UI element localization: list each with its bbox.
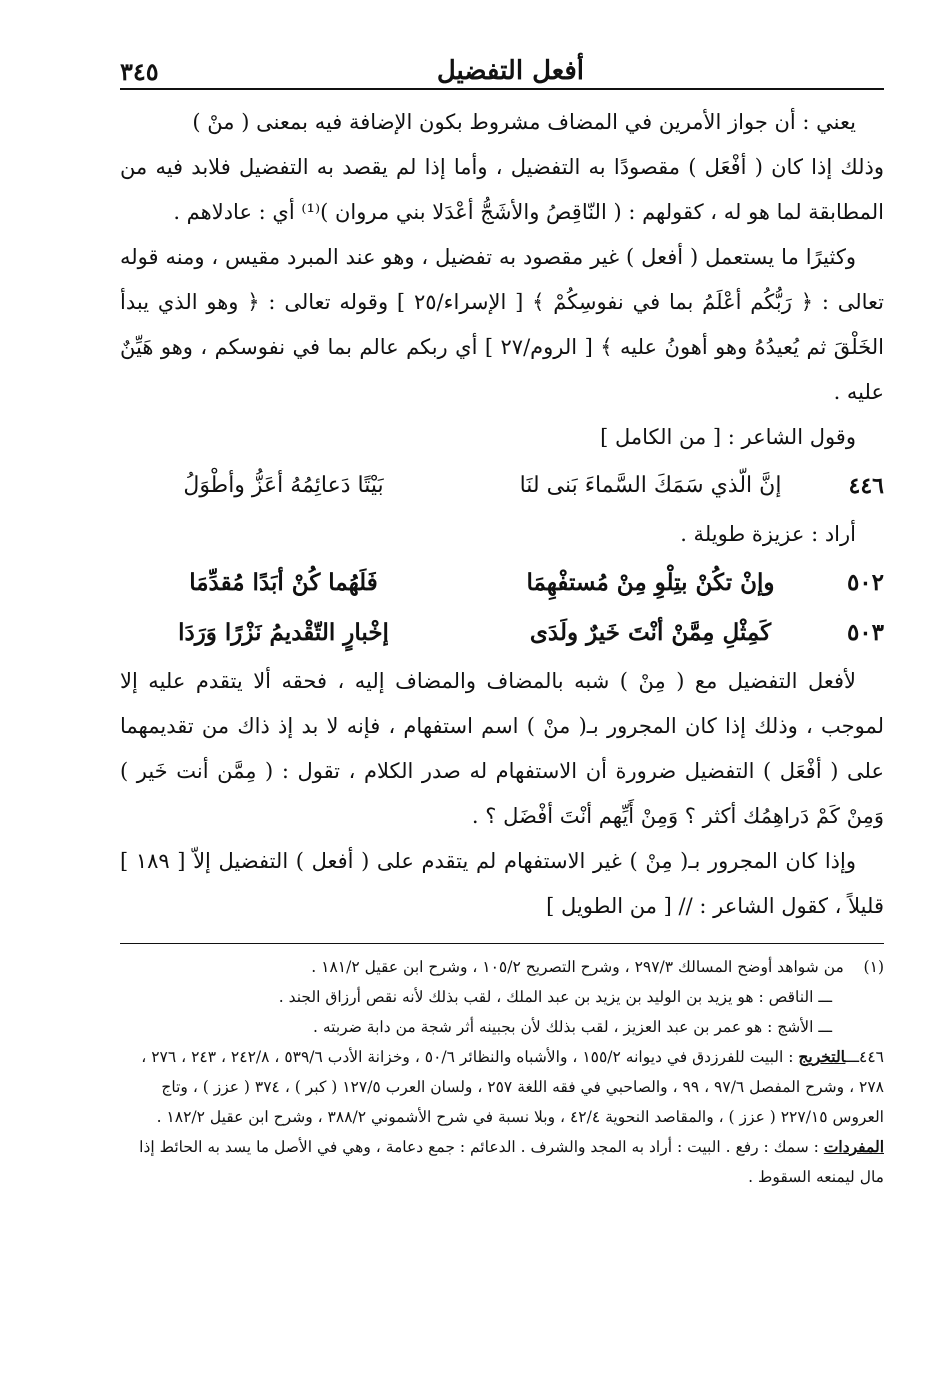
takhrij-text: : البيت للفرزدق في ديوانه ١٥٥/٢ ، والأشباه والنظائر ٥٠/٦ ، وخزانة الأدب ٥٣٩/٦ ، ٢٤٢/٨ ، ٢٤٣ ، ٢٧٦ ، ٢٧٨ ، وشرح المفصل ٩٧/٦ ، ٩٩ ، والصاحبي في فقه اللغة ٢٥٧ ، ولسان العرب ١٢٧/٥ ( كبر ) ، ٣٧٤ ( عزز ) ، وتاج العروس ٢٢٧/١٥ ( عزز ) ، والمقاصد النحوية ٤٢/٤ ، وبلا نسبة في شرح الأشموني ٣٨٨/٢ ، وشرح ابن عقيل ١٨٢/٢ . bbox=[141, 1048, 884, 1126]
mufradat-label: المفردات bbox=[823, 1137, 884, 1156]
verse-intro: وقول الشاعر : [ من الكامل ] bbox=[600, 425, 856, 449]
verse-first-hemistich: إنَّ الّذي سَمَكَ السَّماءَ بَنى لنَا bbox=[519, 473, 782, 498]
paragraph: وذلك إذا كان ( أفْعَل ) مقصودًا به التفضيل ، وأما إذا لم يقصد به التفضيل فلابد فيه من المطابقة لما هو له ، كقولهم : ( النّاقِصُ والأشَجُّ أعْدَلا بني مروان )⁽¹⁾ أي : عادلاهم . bbox=[120, 155, 884, 224]
paragraph: لأفعل التفضيل مع ( مِنْ ) شبه بالمضاف والمضاف إليه ، فحقه ألا يتقدم عليه إلا لموجب ، وذلك إذا كان المجرور بـ( منْ ) اسم استفهام ، فإنه لا بد إذ ذاك من تقديمهما على ( أفْعَل ) التفضيل ضرورة أن الاستفهام له صدر الكلام ، تقول : ( مِمَّن أنت خَير ) وَمِنْ كَمْ دَراهِمُك أكثر ؟ وَمِنْ أَيِّهم أنْتَ أفْضَل ؟ . bbox=[120, 669, 884, 828]
paragraph: وإذا كان المجرور بـ( مِنْ ) غير الاستفهام لم يتقدم على ( أفعل ) التفضيل إلاّ [ ١٨٩ ] قليلاً ، كقول الشاعر : // [ من الطويل ] bbox=[120, 849, 884, 918]
paragraph: يعني : أن جواز الأمرين في المضاف مشروط بكون الإضافة فيه بمعنى ( منْ ) bbox=[192, 110, 856, 134]
footnote-number: (١) bbox=[863, 958, 884, 976]
page-number: ٣٤٥ bbox=[120, 57, 159, 86]
running-title: أفعل التفضيل bbox=[436, 56, 584, 86]
verse-number: ٤٤٦ bbox=[848, 473, 884, 499]
verse-446 bbox=[120, 462, 884, 510]
verse-first-hemistich: كَمِثْلِ مِمَّنْ أنْتَ خَيرٌ ولَدَى bbox=[529, 619, 772, 646]
verse-second-hemistich: بَيْتًا دَعائِمُهُ أعَزُّ وأطْوَلُ bbox=[183, 473, 384, 498]
footnote-note: ـــ الناقص : هو يزيد بن الوليد بن يزيد بن عبد الملك ، لقب بذلك لأنه نقص أرزاق الجند . bbox=[278, 988, 832, 1006]
footnote-takhrij bbox=[120, 1042, 884, 1132]
verse-comment: أراد : عزيزة طويلة . bbox=[680, 522, 856, 546]
footnote-1 bbox=[120, 952, 884, 982]
footnote-mufradat bbox=[120, 1132, 884, 1192]
verse-number: ٥٠٣ bbox=[846, 619, 884, 646]
mufradat-text: : سمك : رفع . البيت : أراد به المجد والشرف . الدعائم : جمع دعامة ، وهي في الأصل ما يسد به الحائط إذا مال ليمنعه السقوط . bbox=[139, 1138, 884, 1186]
verse-second-hemistich: فَلَهُما كُنْ أبَدًا مُقدِّمَا bbox=[189, 569, 378, 596]
verse-first-hemistich: وإنْ تكُنْ بتِلْوِ مِنْ مُستفْهِمَا bbox=[526, 569, 775, 596]
verse-second-hemistich: إخْبارٍ التّقْديمُ نَزْرًا وَرَدَا bbox=[178, 619, 389, 646]
footnote-verse-number: ٤٤٦ـــ bbox=[845, 1048, 884, 1066]
verse-502 bbox=[120, 559, 884, 607]
paragraph: وكثيرًا ما يستعمل ( أفعل ) غير مقصود به تفضيل ، وهو عند المبرد مقيس ، ومنه قوله تعالى : ﴿ رَبُّكُم أعْلَمُ بما في نفوسِكُمْ ﴾ [ الإسراء/٢٥ ] وقوله تعالى : ﴿ وهو الذي يبدأ الخَلْقَ ثم يُعيدُهُ وهو أهونُ عليه ﴾ [ الروم/٢٧ ] أي ربكم عالم بما في نفوسكم ، وهو هَيِّنٌ عليه . bbox=[120, 245, 885, 404]
takhrij-label: التخريج bbox=[798, 1047, 846, 1066]
main-text bbox=[120, 100, 884, 929]
footnote-text: من شواهد أوضح المسالك ٢٩٧/٣ ، وشرح التصريح ١٠٥/٢ ، وشرح ابن عقيل ١٨١/٢ . bbox=[311, 958, 844, 976]
page-header bbox=[120, 50, 884, 90]
verse-number: ٥٠٢ bbox=[846, 569, 884, 596]
footnotes bbox=[120, 943, 884, 1192]
verse-503 bbox=[120, 609, 884, 657]
footnote-note: ـــ الأشج : هو عمر بن عبد العزيز ، لقب بذلك لأن بجبينه أثر شجة من دابة ضربته . bbox=[313, 1018, 832, 1036]
